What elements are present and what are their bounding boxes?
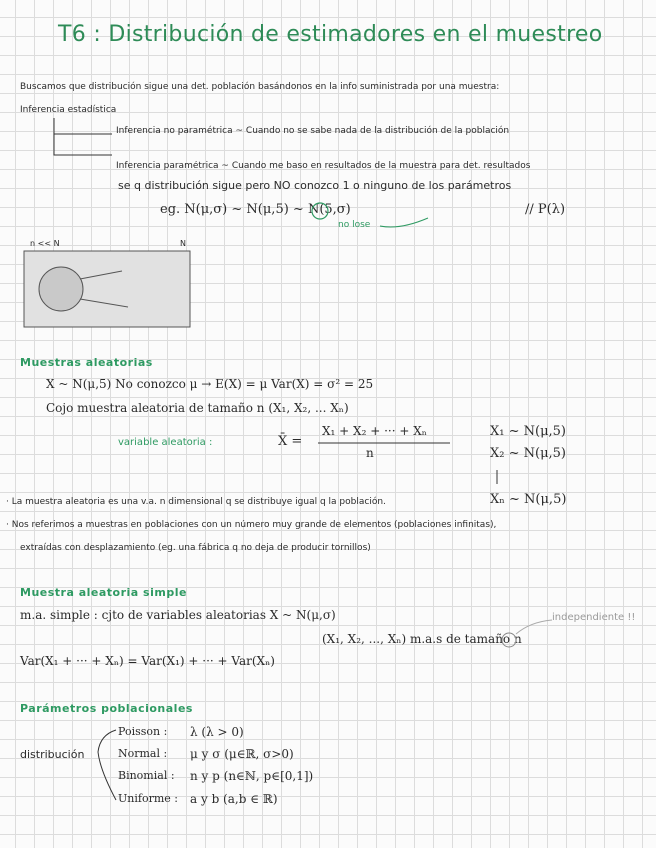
example-formula: eg. N(μ,σ) ~ N(μ,5) ~ N(5,σ): [160, 202, 351, 217]
dist-x1: X₁ ~ N(μ,5): [490, 424, 566, 439]
branch-parametrica: Inferencia paramétrica ~ Cuando me baso en resultados de la muestra para det. resultados: [116, 161, 531, 171]
tree-bracket-2: [54, 134, 112, 155]
section-muestras-aleatorias: Muestras aleatorias: [20, 356, 153, 369]
simple-line2: (X₁, X₂, ..., Xₙ) m.a.s de tamaño n: [322, 632, 522, 646]
simple-line1: m.a. simple : cjto de variables aleatorias X ~ N(μ,σ): [20, 608, 336, 622]
branch-parametrica-cont: se q distribución sigue pero NO conozco 1 o ninguno de los parámetros: [118, 179, 512, 192]
page-title: T6 : Distribución de estimadores en el muestreo: [58, 22, 603, 47]
no-lose-note: no lose: [338, 220, 371, 230]
tree-bracket-1: [54, 118, 112, 134]
inferencia-title: Inferencia estadística: [20, 105, 117, 115]
independiente-note: independiente !!: [552, 612, 636, 623]
xbar-denominator: n: [366, 446, 374, 460]
section-parametros: Parámetros poblacionales: [20, 702, 193, 715]
dist-x2: X₂ ~ N(μ,5): [490, 446, 566, 461]
distribucion-label: distribución: [20, 748, 85, 761]
muestras-line1: X ~ N(μ,5) No conozco μ → E(X) = μ Var(X) = σ² = 25: [46, 377, 374, 391]
bullet-2-cont: extraídas con desplazamiento (eg. una fábrica q no deja de producir tornillos): [20, 543, 371, 553]
param-row-values: λ (λ > 0): [190, 725, 244, 739]
bullet-2: · Nos referimos a muestras en poblaciones con un número muy grande de elementos (poblaciones infinitas),: [6, 520, 497, 530]
section-muestra-simple: Muestra aleatoria simple: [20, 586, 187, 599]
intro-line: Buscamos que distribución sigue una det. población basándonos en la info suministrada por una muestra:: [20, 82, 500, 92]
no-lose-arrow: [380, 218, 428, 227]
s-highlight-circle: [502, 633, 516, 647]
mu-highlight-circle: [312, 203, 328, 219]
simple-line3: Var(X₁ + ··· + Xₙ) = Var(X₁) + ··· + Var(Xₙ): [20, 654, 275, 668]
diagram-label-small: n << N: [30, 239, 60, 248]
poisson-note: // P(λ): [525, 202, 566, 217]
independiente-arrow: [516, 620, 552, 634]
param-row-values: μ y σ (μ∈ℝ, σ>0): [190, 747, 294, 761]
dist-xn: Xₙ ~ N(μ,5): [490, 492, 567, 507]
bullet-1: · La muestra aleatoria es una v.a. n dimensional q se distribuye igual q la población.: [6, 497, 386, 507]
branch-no-parametrica: Inferencia no paramétrica ~ Cuando no se sabe nada de la distribución de la población: [116, 126, 510, 136]
sample-circle: [39, 267, 83, 311]
variable-aleatoria-label: variable aleatoria :: [118, 437, 213, 448]
param-row-name: Uniforme :: [118, 792, 178, 805]
muestras-line2: Cojo muestra aleatoria de tamaño n (X₁, X₂, ... Xₙ): [46, 401, 349, 415]
param-row-values: n y p (n∈ℕ, p∈[0,1]): [190, 769, 314, 783]
xbar-numerator: X₁ + X₂ + ··· + Xₙ: [322, 424, 427, 438]
param-row-name: Normal :: [118, 747, 168, 760]
xbar-symbol: X̄ =: [278, 434, 303, 449]
diagram-label-big: N: [180, 239, 186, 248]
param-row-name: Poisson :: [118, 725, 168, 738]
distribution-brace: [98, 730, 116, 800]
param-row-values: a y b (a,b ∈ ℝ): [190, 792, 278, 806]
param-row-name: Binomial :: [118, 769, 175, 782]
